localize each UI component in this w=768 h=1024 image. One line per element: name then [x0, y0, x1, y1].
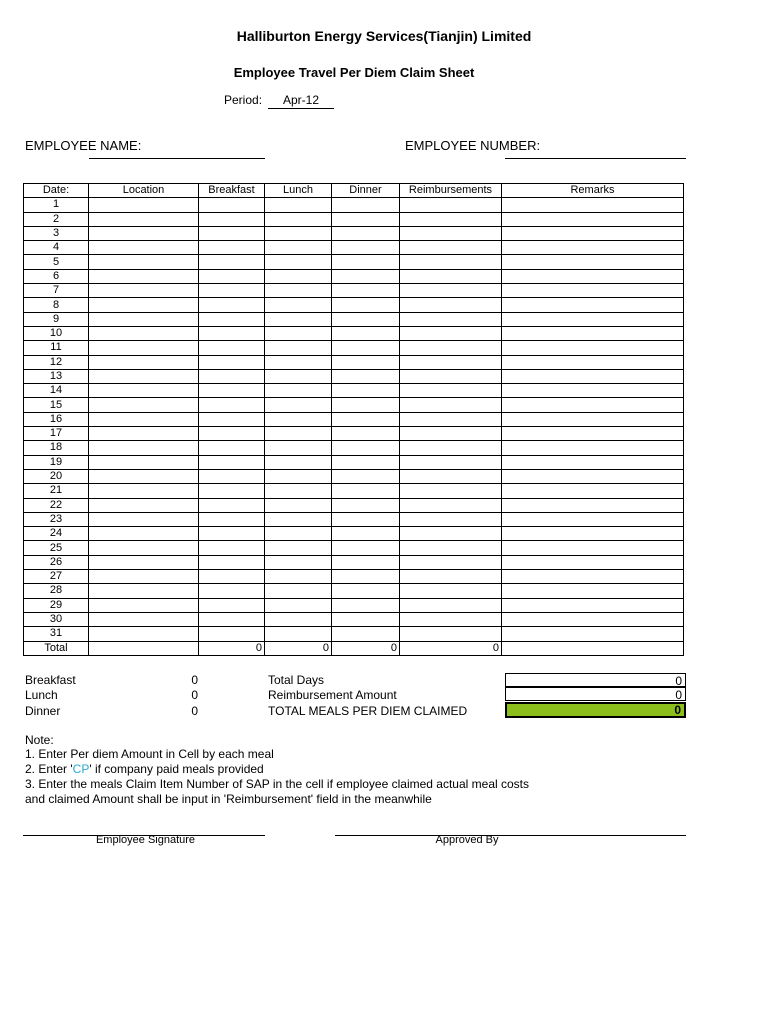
- day-number: 16: [24, 412, 89, 426]
- location-cell[interactable]: [89, 498, 199, 512]
- breakfast-cell[interactable]: [199, 284, 265, 298]
- breakfast-cell[interactable]: [199, 326, 265, 340]
- dinner-cell[interactable]: [332, 627, 400, 641]
- breakfast-cell[interactable]: [199, 212, 265, 226]
- breakfast-cell[interactable]: [199, 241, 265, 255]
- location-cell[interactable]: [89, 584, 199, 598]
- remarks-cell[interactable]: [502, 584, 684, 598]
- day-number: 9: [24, 312, 89, 326]
- dinner-cell[interactable]: [332, 584, 400, 598]
- day-number: 31: [24, 627, 89, 641]
- employee-name-label: EMPLOYEE NAME:: [25, 138, 142, 153]
- remarks-cell[interactable]: [502, 241, 684, 255]
- table-row: [24, 384, 684, 398]
- reimbursements-cell[interactable]: [400, 284, 502, 298]
- dinner-cell[interactable]: [332, 212, 400, 226]
- breakfast-cell[interactable]: [199, 541, 265, 555]
- col-date: Date:: [24, 184, 89, 198]
- table-row: [24, 355, 684, 369]
- table-row: [24, 412, 684, 426]
- col-reimbursements: Reimbursements: [400, 184, 502, 198]
- location-cell[interactable]: [89, 384, 199, 398]
- dinner-cell[interactable]: [332, 598, 400, 612]
- day-number: 26: [24, 555, 89, 569]
- lunch-cell[interactable]: [265, 541, 332, 555]
- dinner-cell[interactable]: [332, 369, 400, 383]
- period-label: Period:: [224, 93, 263, 107]
- dinner-cell[interactable]: [332, 384, 400, 398]
- reimbursements-cell[interactable]: [400, 369, 502, 383]
- reimbursements-cell[interactable]: [400, 441, 502, 455]
- reimbursements-cell[interactable]: [400, 326, 502, 340]
- lunch-cell[interactable]: [265, 512, 332, 526]
- col-remarks: Remarks: [502, 184, 684, 198]
- col-lunch: Lunch: [265, 184, 332, 198]
- table-row: [24, 341, 684, 355]
- dinner-cell[interactable]: [332, 298, 400, 312]
- day-number: 27: [24, 570, 89, 584]
- day-number: 6: [24, 269, 89, 283]
- lunch-cell[interactable]: [265, 384, 332, 398]
- lunch-cell[interactable]: [265, 484, 332, 498]
- note-line-2-prefix: 2. Enter ': [25, 762, 73, 776]
- breakfast-cell[interactable]: [199, 341, 265, 355]
- location-cell[interactable]: [89, 612, 199, 626]
- total-lunch: 0: [265, 641, 332, 655]
- summary-dinner-value: 0: [191, 704, 198, 718]
- reimbursements-cell[interactable]: [400, 570, 502, 584]
- day-number: 14: [24, 384, 89, 398]
- reimbursements-cell[interactable]: [400, 241, 502, 255]
- reimbursements-cell[interactable]: [400, 498, 502, 512]
- breakfast-cell[interactable]: [199, 484, 265, 498]
- dinner-cell[interactable]: [332, 412, 400, 426]
- location-cell[interactable]: [89, 226, 199, 240]
- breakfast-cell[interactable]: [199, 555, 265, 569]
- col-breakfast: Breakfast: [199, 184, 265, 198]
- col-location: Location: [89, 184, 199, 198]
- lunch-cell[interactable]: [265, 341, 332, 355]
- reimbursement-amount-value: 0: [505, 687, 686, 701]
- location-cell[interactable]: [89, 284, 199, 298]
- reimbursements-cell[interactable]: [400, 212, 502, 226]
- table-row: [24, 284, 684, 298]
- breakfast-cell[interactable]: [199, 255, 265, 269]
- lunch-cell[interactable]: [265, 326, 332, 340]
- employee-number-label: EMPLOYEE NUMBER:: [405, 138, 541, 153]
- lunch-cell[interactable]: [265, 369, 332, 383]
- dinner-cell[interactable]: [332, 527, 400, 541]
- dinner-cell[interactable]: [332, 269, 400, 283]
- table-row: [24, 298, 684, 312]
- breakfast-cell[interactable]: [199, 612, 265, 626]
- location-cell[interactable]: [89, 212, 199, 226]
- approved-by-label: Approved By: [435, 834, 499, 846]
- total-meals-label: TOTAL MEALS PER DIEM CLAIMED: [268, 704, 468, 718]
- remarks-cell[interactable]: [502, 269, 684, 283]
- day-number: 25: [24, 541, 89, 555]
- table-row: [24, 398, 684, 412]
- table-row: [24, 584, 684, 598]
- day-number: 5: [24, 255, 89, 269]
- dinner-cell[interactable]: [332, 341, 400, 355]
- breakfast-cell[interactable]: [199, 269, 265, 283]
- lunch-cell[interactable]: [265, 412, 332, 426]
- location-cell[interactable]: [89, 269, 199, 283]
- dinner-cell[interactable]: [332, 541, 400, 555]
- lunch-cell[interactable]: [265, 212, 332, 226]
- day-number: 4: [24, 241, 89, 255]
- breakfast-cell[interactable]: [199, 455, 265, 469]
- summary-breakfast-label: Breakfast: [25, 673, 76, 687]
- dinner-cell[interactable]: [332, 226, 400, 240]
- table-row: [24, 255, 684, 269]
- dinner-cell[interactable]: [332, 469, 400, 483]
- breakfast-cell[interactable]: [199, 198, 265, 212]
- reimbursements-cell[interactable]: [400, 384, 502, 398]
- location-cell[interactable]: [89, 469, 199, 483]
- remarks-cell[interactable]: [502, 555, 684, 569]
- location-cell[interactable]: [89, 441, 199, 455]
- dinner-cell[interactable]: [332, 255, 400, 269]
- summary-breakfast-value: 0: [191, 673, 198, 687]
- total-remarks-cell: [502, 641, 684, 655]
- reimbursements-cell[interactable]: [400, 584, 502, 598]
- day-number: 29: [24, 598, 89, 612]
- table-row: [24, 226, 684, 240]
- total-days-value: 0: [505, 673, 686, 687]
- breakfast-cell[interactable]: [199, 498, 265, 512]
- note-line-4: and claimed Amount shall be input in 'Reimbursement' field in the meanwhile: [25, 792, 432, 806]
- remarks-cell[interactable]: [502, 455, 684, 469]
- col-dinner: Dinner: [332, 184, 400, 198]
- lunch-cell[interactable]: [265, 427, 332, 441]
- employee-name-field[interactable]: [89, 158, 265, 159]
- remarks-cell[interactable]: [502, 541, 684, 555]
- breakfast-cell[interactable]: [199, 355, 265, 369]
- lunch-cell[interactable]: [265, 555, 332, 569]
- dinner-cell[interactable]: [332, 498, 400, 512]
- reimbursements-cell[interactable]: [400, 269, 502, 283]
- table-row: [24, 269, 684, 283]
- remarks-cell[interactable]: [502, 312, 684, 326]
- reimbursements-cell[interactable]: [400, 355, 502, 369]
- lunch-cell[interactable]: [265, 255, 332, 269]
- reimbursements-cell[interactable]: [400, 226, 502, 240]
- breakfast-cell[interactable]: [199, 427, 265, 441]
- breakfast-cell[interactable]: [199, 384, 265, 398]
- day-number: 2: [24, 212, 89, 226]
- table-row: [24, 326, 684, 340]
- remarks-cell[interactable]: [502, 255, 684, 269]
- lunch-cell[interactable]: [265, 226, 332, 240]
- dinner-cell[interactable]: [332, 198, 400, 212]
- note-line-2: [25, 762, 264, 776]
- total-location-cell: [89, 641, 199, 655]
- total-days-label: Total Days: [268, 673, 325, 687]
- breakfast-cell[interactable]: [199, 598, 265, 612]
- location-cell[interactable]: [89, 255, 199, 269]
- note-line-3: 3. Enter the meals Claim Item Number of SAP in the cell if employee claimed actual meal costs: [25, 777, 529, 791]
- reimbursements-cell[interactable]: [400, 627, 502, 641]
- breakfast-cell[interactable]: [199, 369, 265, 383]
- location-cell[interactable]: [89, 427, 199, 441]
- day-number: 30: [24, 612, 89, 626]
- lunch-cell[interactable]: [265, 455, 332, 469]
- note-heading: Note:: [25, 733, 54, 747]
- reimbursements-cell[interactable]: [400, 612, 502, 626]
- lunch-cell[interactable]: [265, 284, 332, 298]
- breakfast-cell[interactable]: [199, 412, 265, 426]
- note-line-2-suffix: ' if company paid meals provided: [89, 762, 264, 776]
- employee-number-field[interactable]: [505, 158, 686, 159]
- lunch-cell[interactable]: [265, 398, 332, 412]
- reimbursements-cell[interactable]: [400, 512, 502, 526]
- table-row: [24, 570, 684, 584]
- remarks-cell[interactable]: [502, 384, 684, 398]
- summary-dinner-label: Dinner: [25, 704, 61, 718]
- day-number: 23: [24, 512, 89, 526]
- day-number: 11: [24, 341, 89, 355]
- table-row: [24, 455, 684, 469]
- table-row: [24, 427, 684, 441]
- remarks-cell[interactable]: [502, 441, 684, 455]
- remarks-cell[interactable]: [502, 341, 684, 355]
- remarks-cell[interactable]: [502, 198, 684, 212]
- dinner-cell[interactable]: [332, 427, 400, 441]
- location-cell[interactable]: [89, 298, 199, 312]
- remarks-cell[interactable]: [502, 212, 684, 226]
- reimbursement-amount-label: Reimbursement Amount: [268, 688, 397, 702]
- day-number: 13: [24, 369, 89, 383]
- breakfast-cell[interactable]: [199, 298, 265, 312]
- dinner-cell[interactable]: [332, 284, 400, 298]
- lunch-cell[interactable]: [265, 598, 332, 612]
- lunch-cell[interactable]: [265, 612, 332, 626]
- day-number: 20: [24, 469, 89, 483]
- lunch-cell[interactable]: [265, 312, 332, 326]
- employee-signature-label: Employee Signature: [95, 834, 196, 846]
- table-row: [24, 498, 684, 512]
- total-row: [24, 641, 684, 655]
- table-header-row: [24, 184, 684, 198]
- total-meals-value: 0: [505, 702, 686, 718]
- remarks-cell[interactable]: [502, 527, 684, 541]
- reimbursements-cell[interactable]: [400, 527, 502, 541]
- table-row: [24, 598, 684, 612]
- dinner-cell[interactable]: [332, 241, 400, 255]
- location-cell[interactable]: [89, 527, 199, 541]
- lunch-cell[interactable]: [265, 570, 332, 584]
- day-number: 10: [24, 326, 89, 340]
- location-cell[interactable]: [89, 341, 199, 355]
- remarks-cell[interactable]: [502, 512, 684, 526]
- location-cell[interactable]: [89, 412, 199, 426]
- lunch-cell[interactable]: [265, 527, 332, 541]
- breakfast-cell[interactable]: [199, 512, 265, 526]
- day-number: 22: [24, 498, 89, 512]
- dinner-cell[interactable]: [332, 312, 400, 326]
- location-cell[interactable]: [89, 198, 199, 212]
- total-breakfast: 0: [199, 641, 265, 655]
- remarks-cell[interactable]: [502, 570, 684, 584]
- table-row: [24, 541, 684, 555]
- breakfast-cell[interactable]: [199, 398, 265, 412]
- reimbursements-cell[interactable]: [400, 412, 502, 426]
- day-number: 1: [24, 198, 89, 212]
- dinner-cell[interactable]: [332, 570, 400, 584]
- location-cell[interactable]: [89, 541, 199, 555]
- table-row: [24, 627, 684, 641]
- dinner-cell[interactable]: [332, 355, 400, 369]
- remarks-cell[interactable]: [502, 612, 684, 626]
- per-diem-table: [23, 183, 684, 656]
- remarks-cell[interactable]: [502, 469, 684, 483]
- breakfast-cell[interactable]: [199, 584, 265, 598]
- reimbursements-cell[interactable]: [400, 255, 502, 269]
- reimbursements-cell[interactable]: [400, 555, 502, 569]
- table-row: [24, 527, 684, 541]
- location-cell[interactable]: [89, 512, 199, 526]
- day-number: 18: [24, 441, 89, 455]
- location-cell[interactable]: [89, 570, 199, 584]
- day-number: 15: [24, 398, 89, 412]
- breakfast-cell[interactable]: [199, 469, 265, 483]
- dinner-cell[interactable]: [332, 326, 400, 340]
- dinner-cell[interactable]: [332, 441, 400, 455]
- reimbursements-cell[interactable]: [400, 598, 502, 612]
- reimbursements-cell[interactable]: [400, 455, 502, 469]
- table-row: [24, 469, 684, 483]
- day-number: 28: [24, 584, 89, 598]
- reimbursements-cell[interactable]: [400, 198, 502, 212]
- dinner-cell[interactable]: [332, 512, 400, 526]
- total-dinner: 0: [332, 641, 400, 655]
- day-number: 7: [24, 284, 89, 298]
- remarks-cell[interactable]: [502, 284, 684, 298]
- breakfast-cell[interactable]: [199, 570, 265, 584]
- remarks-cell[interactable]: [502, 226, 684, 240]
- day-number: 3: [24, 226, 89, 240]
- lunch-cell[interactable]: [265, 198, 332, 212]
- total-label: Total: [24, 641, 89, 655]
- day-number: 8: [24, 298, 89, 312]
- lunch-cell[interactable]: [265, 241, 332, 255]
- reimbursements-cell[interactable]: [400, 398, 502, 412]
- table-row: [24, 512, 684, 526]
- remarks-cell[interactable]: [502, 427, 684, 441]
- breakfast-cell[interactable]: [199, 627, 265, 641]
- day-number: 21: [24, 484, 89, 498]
- reimbursements-cell[interactable]: [400, 427, 502, 441]
- day-number: 24: [24, 527, 89, 541]
- reimbursements-cell[interactable]: [400, 341, 502, 355]
- breakfast-cell[interactable]: [199, 312, 265, 326]
- remarks-cell[interactable]: [502, 498, 684, 512]
- lunch-cell[interactable]: [265, 469, 332, 483]
- location-cell[interactable]: [89, 555, 199, 569]
- table-row: [24, 555, 684, 569]
- location-cell[interactable]: [89, 369, 199, 383]
- table-row: [24, 312, 684, 326]
- remarks-cell[interactable]: [502, 398, 684, 412]
- breakfast-cell[interactable]: [199, 527, 265, 541]
- remarks-cell[interactable]: [502, 326, 684, 340]
- dinner-cell[interactable]: [332, 455, 400, 469]
- table-row: [24, 212, 684, 226]
- breakfast-cell[interactable]: [199, 226, 265, 240]
- remarks-cell[interactable]: [502, 627, 684, 641]
- dinner-cell[interactable]: [332, 555, 400, 569]
- summary-lunch-label: Lunch: [25, 688, 58, 702]
- total-reimbursements: 0: [400, 641, 502, 655]
- lunch-cell[interactable]: [265, 584, 332, 598]
- reimbursements-cell[interactable]: [400, 484, 502, 498]
- remarks-cell[interactable]: [502, 598, 684, 612]
- table-row: [24, 369, 684, 383]
- reimbursements-cell[interactable]: [400, 312, 502, 326]
- location-cell[interactable]: [89, 326, 199, 340]
- remarks-cell[interactable]: [502, 412, 684, 426]
- day-number: 12: [24, 355, 89, 369]
- location-cell[interactable]: [89, 484, 199, 498]
- location-cell[interactable]: [89, 598, 199, 612]
- location-cell[interactable]: [89, 312, 199, 326]
- lunch-cell[interactable]: [265, 355, 332, 369]
- remarks-cell[interactable]: [502, 298, 684, 312]
- location-cell[interactable]: [89, 455, 199, 469]
- sheet-title: Employee Travel Per Diem Claim Sheet: [233, 65, 475, 80]
- remarks-cell[interactable]: [502, 355, 684, 369]
- location-cell[interactable]: [89, 241, 199, 255]
- lunch-cell[interactable]: [265, 627, 332, 641]
- day-number: 17: [24, 427, 89, 441]
- table-row: [24, 441, 684, 455]
- table-row: [24, 484, 684, 498]
- breakfast-cell[interactable]: [199, 441, 265, 455]
- company-name: Halliburton Energy Services(Tianjin) Limited: [236, 28, 532, 44]
- dinner-cell[interactable]: [332, 484, 400, 498]
- day-number: 19: [24, 455, 89, 469]
- dinner-cell[interactable]: [332, 612, 400, 626]
- lunch-cell[interactable]: [265, 269, 332, 283]
- location-cell[interactable]: [89, 627, 199, 641]
- reimbursements-cell[interactable]: [400, 298, 502, 312]
- table-row: [24, 612, 684, 626]
- location-cell[interactable]: [89, 398, 199, 412]
- lunch-cell[interactable]: [265, 298, 332, 312]
- table-row: [24, 241, 684, 255]
- reimbursements-cell[interactable]: [400, 469, 502, 483]
- dinner-cell[interactable]: [332, 398, 400, 412]
- note-line-1: 1. Enter Per diem Amount in Cell by each meal: [25, 747, 274, 761]
- lunch-cell[interactable]: [265, 498, 332, 512]
- table-row: [24, 198, 684, 212]
- note-cp-code: CP: [72, 762, 90, 776]
- location-cell[interactable]: [89, 355, 199, 369]
- remarks-cell[interactable]: [502, 369, 684, 383]
- remarks-cell[interactable]: [502, 484, 684, 498]
- summary-lunch-value: 0: [191, 688, 198, 702]
- period-value[interactable]: Apr-12: [268, 93, 334, 109]
- reimbursements-cell[interactable]: [400, 541, 502, 555]
- lunch-cell[interactable]: [265, 441, 332, 455]
